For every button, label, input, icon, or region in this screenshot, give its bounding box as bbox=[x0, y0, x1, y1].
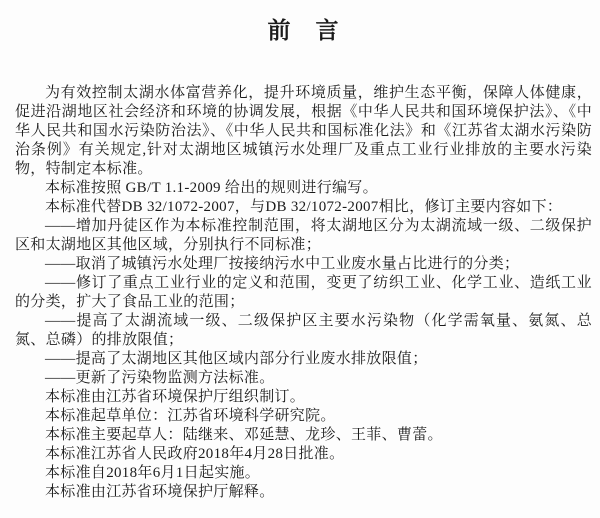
revision-item-6: ——更新了污染物监测方法标准。 bbox=[45, 370, 275, 386]
paragraph-organizer: 本标准由江苏省环境保护厅组织制订。 bbox=[45, 389, 306, 405]
paragraph-replaces: 本标准代替DB 32/1072-2007，与DB 32/1072-2007相比，修订主要内容如下： bbox=[45, 199, 563, 215]
paragraph-rule-basis: 本标准按照 GB/T 1.1-2009 给出的规则进行编写。 bbox=[45, 180, 378, 196]
paragraph-interpretation: 本标准由江苏省环境保护厅解释。 bbox=[45, 484, 275, 500]
paragraph-drafters: 本标准主要起草人：陆继来、邓延慧、龙珍、王菲、曹蕾。 bbox=[45, 427, 443, 443]
document-body bbox=[15, 84, 592, 502]
paragraph-intro: 为有效控制太湖水体富营养化，提升环境质量，维护生态平衡，保障人体健康，促进沿湖地区社会经济和环境的协调发展，根据《中华人民共和国环境保护法》、《中华人民共和国水污染防治法》、《中华人民共和国标准化法》和《江苏省太湖水污染防治条例》有关规定,针对太湖地区城镇污水处理厂及重点工业行业排放的主要水污染物，特制定本标准。 bbox=[15, 85, 592, 177]
revision-item-1: ——增加丹徒区作为本标准控制范围，将太湖地区分为太湖流域一级、二级保护区和太湖地区其他区域，分别执行不同标准； bbox=[15, 218, 592, 253]
revision-item-2: ——取消了城镇污水处理厂按接纳污水中工业废水量占比进行的分类； bbox=[45, 256, 520, 272]
revision-item-3: ——修订了重点工业行业的定义和范围，变更了纺织工业、化学工业、造纸工业的分类，扩大了食品工业的范围； bbox=[15, 275, 592, 310]
revision-item-4: ——提高了太湖流域一级、二级保护区主要水污染物（化学需氧量、氨氮、总氮、总磷）的排放限值； bbox=[15, 313, 592, 348]
page-title: 前 言 bbox=[267, 18, 340, 43]
paragraph-approval: 本标准江苏省人民政府2018年4月28日批准。 bbox=[45, 446, 345, 462]
revision-item-5: ——提高了太湖地区其他区域内部分行业废水排放限值； bbox=[45, 351, 428, 367]
paragraph-drafting-unit: 本标准起草单位：江苏省环境科学研究院。 bbox=[45, 408, 336, 424]
paragraph-effective-date: 本标准自2018年6月1日起实施。 bbox=[45, 465, 261, 481]
